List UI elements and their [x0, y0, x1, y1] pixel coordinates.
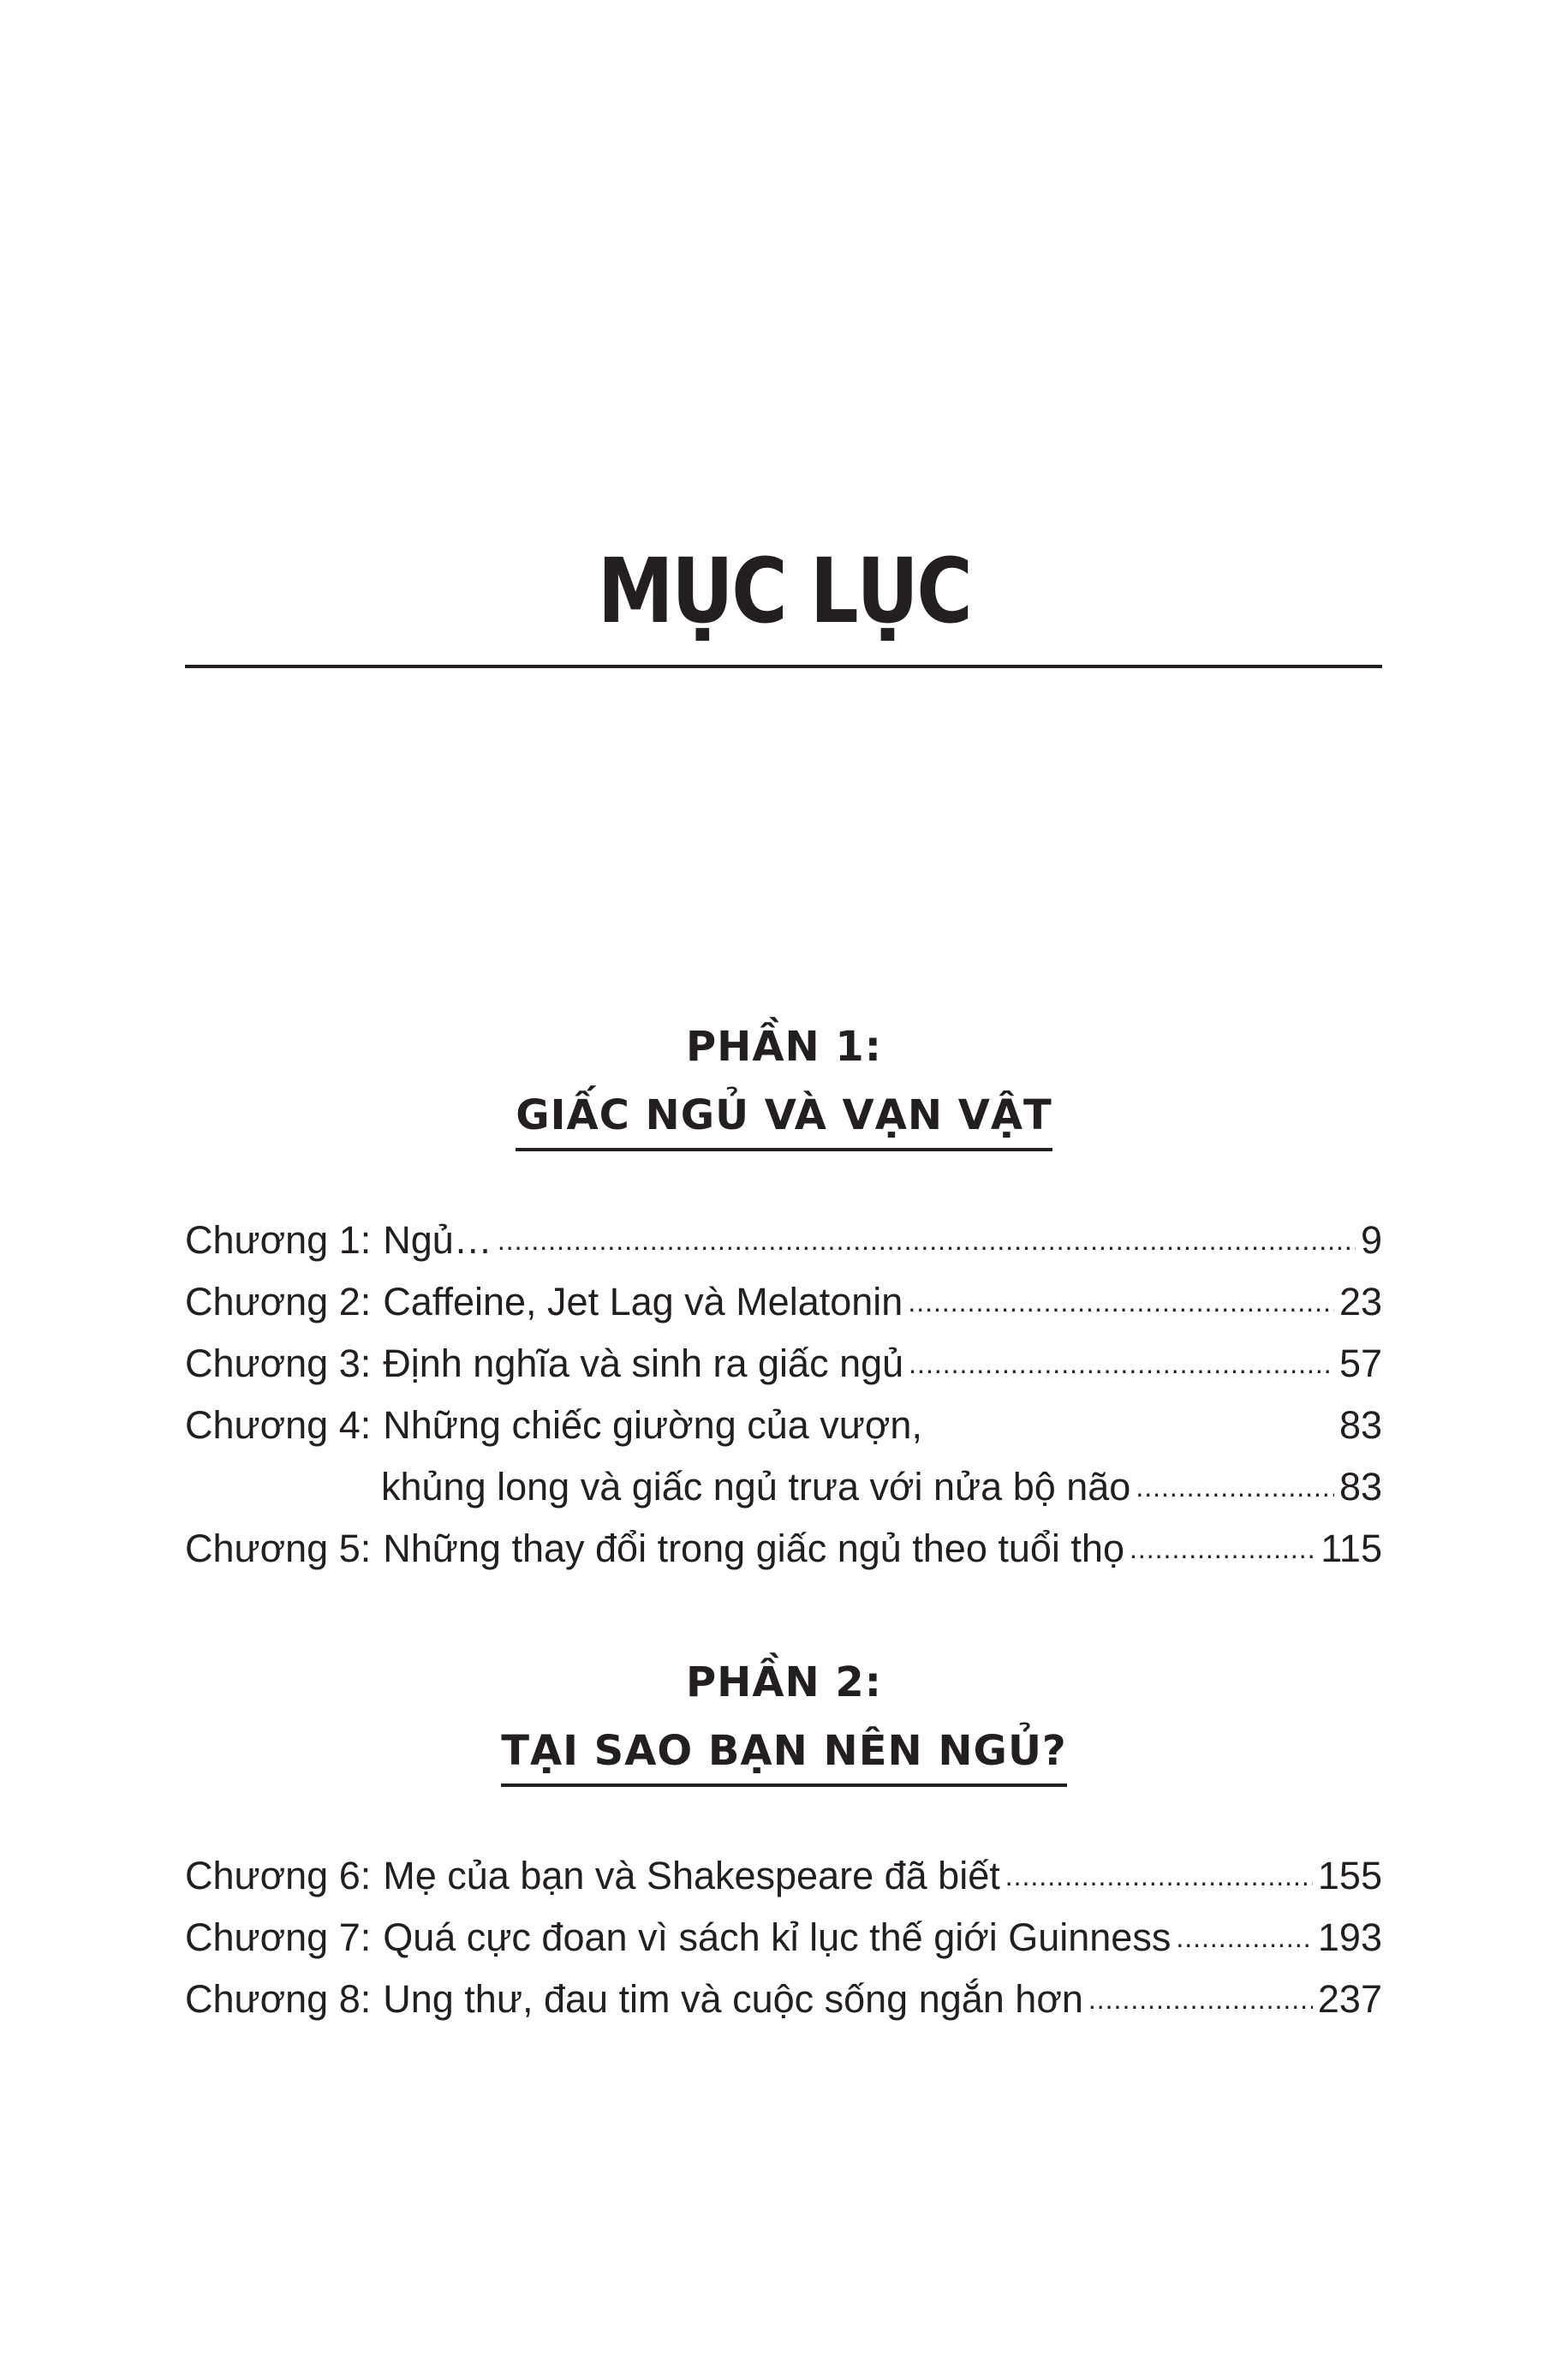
- toc-chapter-title: Quá cực đoan vì sách kỉ lục thế giới Guinness: [383, 1915, 1172, 1959]
- toc-chapter-label: Chương 8:: [185, 1977, 372, 2021]
- toc-chapter-label: Chương 1:: [185, 1218, 372, 1262]
- page-title: MỤC LỤC: [597, 539, 971, 643]
- toc-dot-leader: [1088, 1969, 1313, 2030]
- toc-chapter-label: Chương 3:: [185, 1341, 372, 1385]
- toc-dot-leader: [908, 1271, 1334, 1333]
- toc-dot-leader: [1176, 1907, 1313, 1969]
- toc-chapter-title: Caffeine, Jet Lag và Melatonin: [383, 1280, 903, 1323]
- toc-entry-chapter-4-continued[interactable]: [185, 1456, 1382, 1518]
- toc-chapter-title: Những chiếc giường của vượn,: [383, 1403, 922, 1447]
- part-1-heading: PHẦN 1:: [686, 1023, 882, 1071]
- part-2-subtitle-wrap: [0, 1727, 1568, 1787]
- toc-chapter-title: Định nghĩa và sinh ra giấc ngủ: [383, 1341, 904, 1385]
- part-2-subtitle: TẠI SAO BẠN NÊN NGỦ?: [501, 1730, 1067, 1787]
- toc-dot-leader: [1005, 1845, 1313, 1907]
- toc-entry-chapter-8[interactable]: [185, 1969, 1382, 2030]
- toc-page-number: 9: [1360, 1218, 1382, 1262]
- toc-page-number: 193: [1317, 1915, 1382, 1959]
- toc-entry-chapter-4[interactable]: [185, 1395, 1382, 1456]
- toc-chapter-title: Mẹ của bạn và Shakespeare đã biết: [383, 1854, 1000, 1897]
- toc-chapter-title: Ngủ…: [383, 1218, 492, 1262]
- toc-page-number: 57: [1338, 1341, 1382, 1385]
- toc-chapter-label: Chương 5:: [185, 1527, 372, 1570]
- part-2-heading: PHẦN 2:: [686, 1658, 882, 1706]
- toc-page-number: 83: [1338, 1465, 1382, 1509]
- part-1-toc-list: [185, 1210, 1382, 1580]
- toc-entry-chapter-5[interactable]: [185, 1518, 1382, 1580]
- title-divider: [185, 665, 1382, 668]
- toc-entry-chapter-2[interactable]: [185, 1271, 1382, 1333]
- toc-dot-leader: [1130, 1518, 1315, 1580]
- toc-dot-leader: [1136, 1456, 1334, 1518]
- part-2-toc-list: [185, 1845, 1382, 2030]
- toc-entry-chapter-1[interactable]: [185, 1210, 1382, 1271]
- toc-chapter-label: Chương 4:: [185, 1403, 372, 1447]
- toc-page-number: 83: [1338, 1403, 1382, 1447]
- toc-page-number: 23: [1338, 1280, 1382, 1323]
- toc-page-number: 237: [1317, 1977, 1382, 2021]
- part-1-subtitle: GIẤC NGỦ VÀ VẠN VẬT: [516, 1095, 1052, 1151]
- toc-dot-leader: [498, 1210, 1356, 1271]
- toc-chapter-label: Chương 6:: [185, 1854, 372, 1897]
- toc-entry-chapter-3[interactable]: [185, 1333, 1382, 1395]
- toc-chapter-title: Những thay đổi trong giấc ngủ theo tuổi thọ: [383, 1527, 1124, 1570]
- toc-chapter-title: khủng long và giấc ngủ trưa với nửa bộ não: [381, 1465, 1131, 1509]
- toc-chapter-label: Chương 7:: [185, 1915, 372, 1959]
- toc-chapter-title: Ung thư, đau tim và cuộc sống ngắn hơn: [383, 1977, 1083, 2021]
- toc-page-number: 115: [1321, 1527, 1382, 1570]
- toc-entry-chapter-7[interactable]: [185, 1907, 1382, 1969]
- toc-entry-chapter-6[interactable]: [185, 1845, 1382, 1907]
- toc-page-number: 155: [1317, 1854, 1382, 1897]
- toc-dot-leader: [909, 1333, 1334, 1395]
- part-1-subtitle-wrap: [0, 1091, 1568, 1151]
- toc-spacer: [922, 1395, 1339, 1456]
- toc-chapter-label: Chương 2:: [185, 1280, 372, 1323]
